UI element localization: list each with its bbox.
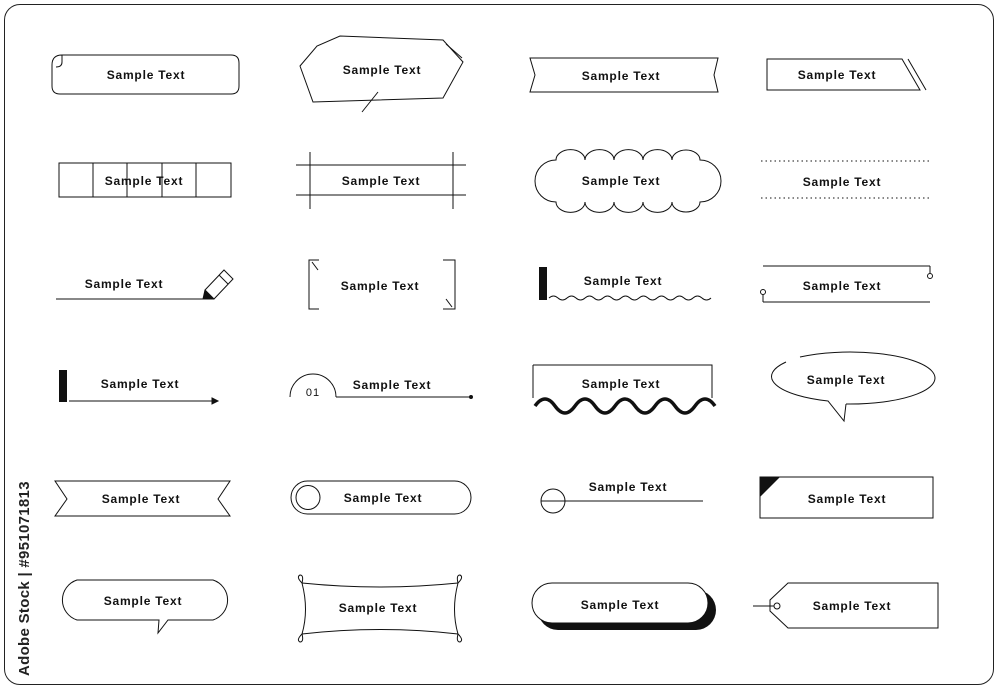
sample-text-label: Sample Text (581, 377, 661, 391)
sample-text-label: Sample Text (802, 175, 882, 189)
sample-text-label: Sample Text (103, 594, 183, 608)
sample-text-label: Sample Text (797, 68, 877, 82)
label-dotted-lines (761, 161, 932, 198)
label-hexagon-sketch (300, 36, 463, 112)
sample-text-label: Sample Text (581, 174, 661, 188)
sample-text-label: Sample Text (802, 279, 882, 293)
sample-text-label: Sample Text (341, 174, 421, 188)
label-ribbon-notched (530, 58, 718, 92)
sample-text-label: Sample Text (104, 174, 184, 188)
sample-text-label: Sample Text (581, 69, 661, 83)
watermark-text: Adobe Stock | #951071813 (16, 481, 33, 676)
label-scalloped-cloud (535, 150, 721, 213)
sample-text-label: Sample Text (106, 68, 186, 82)
label-wave-bottom (533, 365, 715, 413)
label-slanted-tab (767, 59, 926, 90)
sample-text-label: Sample Text (101, 492, 181, 506)
sample-text-label: Sample Text (352, 378, 432, 392)
label-numbered-arc (290, 374, 473, 399)
label-hang-tag (753, 583, 938, 628)
label-curved-banner (298, 575, 461, 642)
label-folded-corner (52, 55, 239, 94)
label-corner-triangle (760, 477, 933, 518)
sample-text-label: Sample Text (580, 598, 660, 612)
sample-text-label: Sample Text (84, 277, 164, 291)
sample-text-label: Sample Text (806, 373, 886, 387)
sample-text-label: Sample Text (812, 599, 892, 613)
label-ribbon-chevrons (55, 481, 230, 516)
sample-text-label: Sample Text (807, 492, 887, 506)
sample-text-label: Sample Text (340, 279, 420, 293)
label-oval-speech (772, 352, 935, 421)
number-label: 01 (305, 387, 321, 399)
sample-text-label: Sample Text (342, 63, 422, 77)
sample-text-label: Sample Text (583, 274, 663, 288)
watermark-strip (0, 0, 34, 691)
sample-text-label: Sample Text (338, 601, 418, 615)
label-wavy-underline (539, 267, 711, 300)
sample-text-label: Sample Text (100, 377, 180, 391)
label-toggle-pill (291, 481, 471, 514)
label-shadow-pill (532, 583, 716, 630)
label-pin-lines (761, 266, 933, 302)
label-circle-line (541, 480, 703, 513)
label-speech-bubble (62, 580, 227, 633)
label-corner-brackets (309, 260, 455, 309)
sample-text-label: Sample Text (588, 480, 668, 494)
label-pencil-underline (56, 270, 233, 299)
label-crosshair-box (296, 152, 466, 209)
label-segmented-boxes (59, 163, 231, 197)
label-arrow-bar (59, 370, 218, 404)
sample-text-label: Sample Text (343, 491, 423, 505)
